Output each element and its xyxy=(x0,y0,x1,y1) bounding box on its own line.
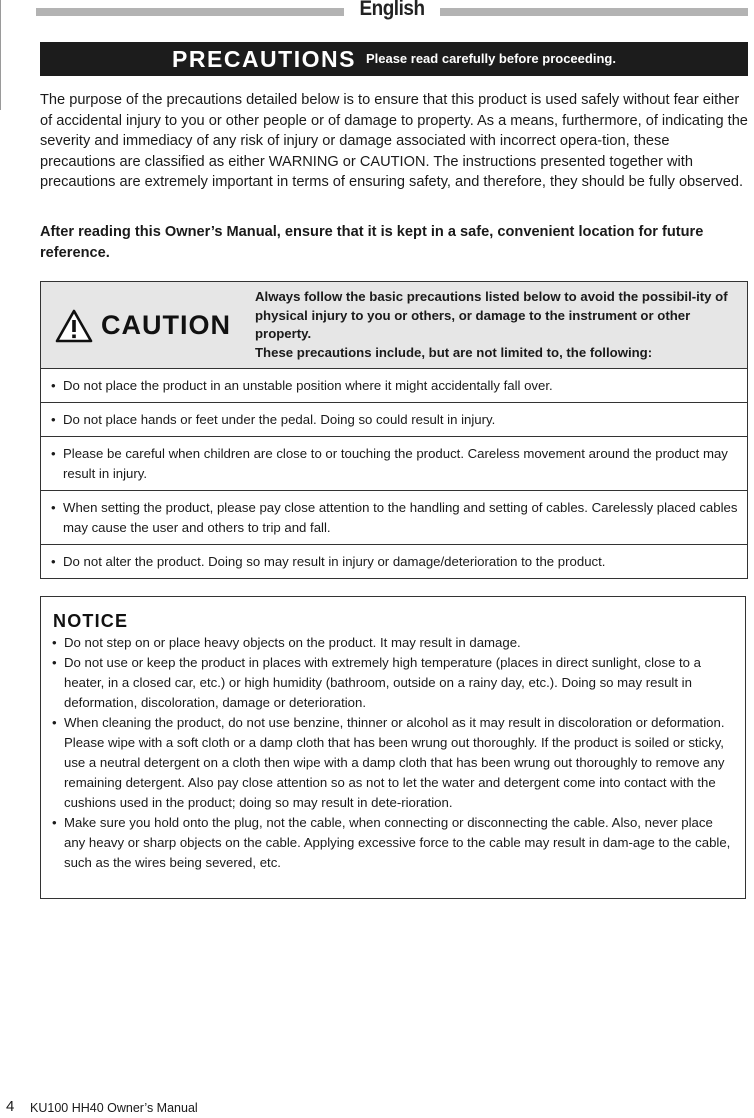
page-footer xyxy=(0,1098,400,1118)
warning-triangle-icon xyxy=(55,309,93,343)
notice-list xyxy=(41,633,745,873)
caution-header-line1: Always follow the basic precautions listed below to avoid the possibil-ity of physical injury to you or others, or damage to the instrument or other property. xyxy=(255,289,728,341)
manual-reminder: After reading this Owner’s Manual, ensure that it is kept in a safe, convenient location for future reference. xyxy=(40,224,704,261)
caution-list xyxy=(41,369,747,578)
caution-label: CAUTION xyxy=(101,310,231,340)
caution-badge xyxy=(55,309,255,343)
notice-box xyxy=(40,596,746,899)
notice-item: • Do not step on or place heavy objects on the product. It may result in damage. xyxy=(41,633,745,653)
manual-title: KU100 HH40 Owner’s Manual xyxy=(30,1101,198,1115)
notice-item: • Make sure you hold onto the plug, not the cable, when connecting or disconnecting the cable. Also, never place any heavy or sharp objects on the cable. Applying excessive force to the cable may result in dam-age to the cable, such as the wires being severed, etc. xyxy=(41,813,745,873)
precautions-subtitle: Please read carefully before proceeding. xyxy=(365,51,616,66)
notice-item: • When cleaning the product, do not use benzine, thinner or alcohol as it may result in discoloration or deformation. Please wipe with a soft cloth or a damp cloth that has been wrung out thoroughly. If the product is soiled or sticky, use a neutral detergent on a cloth then wipe with a damp cloth that has been wrung out thoroughly to remove any remaining detergent. Also pay close attention so as not to let the water and detergent come into contact with the cushions used in the product; doing so may result in dete-rioration. xyxy=(41,713,745,813)
margin-rule xyxy=(0,0,1,110)
caution-header-line2: These precautions include, but are not limited to, the following: xyxy=(255,344,653,360)
header-rule-left xyxy=(36,8,344,16)
notice-item: • Do not use or keep the product in places with extremely high temperature (places in direct sunlight, close to a heater, in a closed car, etc.) or high humidity (bathroom, outside on a rainy day, etc.). Doing so may result in deformation, discoloration, damage or deterioration. xyxy=(41,653,745,713)
language-label: English xyxy=(359,0,425,20)
caution-item: • Do not alter the product. Doing so may result in injury or damage/deterioration to the product. xyxy=(41,544,747,578)
caution-header-text xyxy=(255,288,743,362)
caution-item: • Please be careful when children are close to or touching the product. Careless movement around the product may result in injury. xyxy=(41,436,747,490)
notice-title: NOTICE xyxy=(53,611,129,631)
caution-header xyxy=(41,282,747,369)
header-rule-right xyxy=(440,8,748,16)
caution-item: • When setting the product, please pay close attention to the handling and setting of cables. Carelessly placed cables may cause the user and others to trip and fall. xyxy=(41,490,747,544)
caution-item: • Do not place the product in an unstable position where it might accidentally fall over. xyxy=(41,369,747,402)
precautions-title-band xyxy=(40,42,748,76)
precautions-title: PRECAUTIONS xyxy=(172,46,356,72)
caution-box xyxy=(40,281,748,579)
page-number: 4 xyxy=(6,1098,15,1115)
intro-paragraph: The purpose of the precautions detailed below is to ensure that this product is used safely without fear either of accidental injury to you or other people or of damage to property. As a means, furthermore, of indicating the severity and immediacy of any risk of injury or damage associated with incorrect opera-tion, these precautions are classified as either WARNING or CAUTION. The instructions presented together with precautions are extremely important in terms of ensuring safety, and therefore, they should be fully observed. xyxy=(40,92,748,191)
language-header xyxy=(36,0,748,22)
caution-item: • Do not place hands or feet under the pedal. Doing so could result in injury. xyxy=(41,402,747,436)
